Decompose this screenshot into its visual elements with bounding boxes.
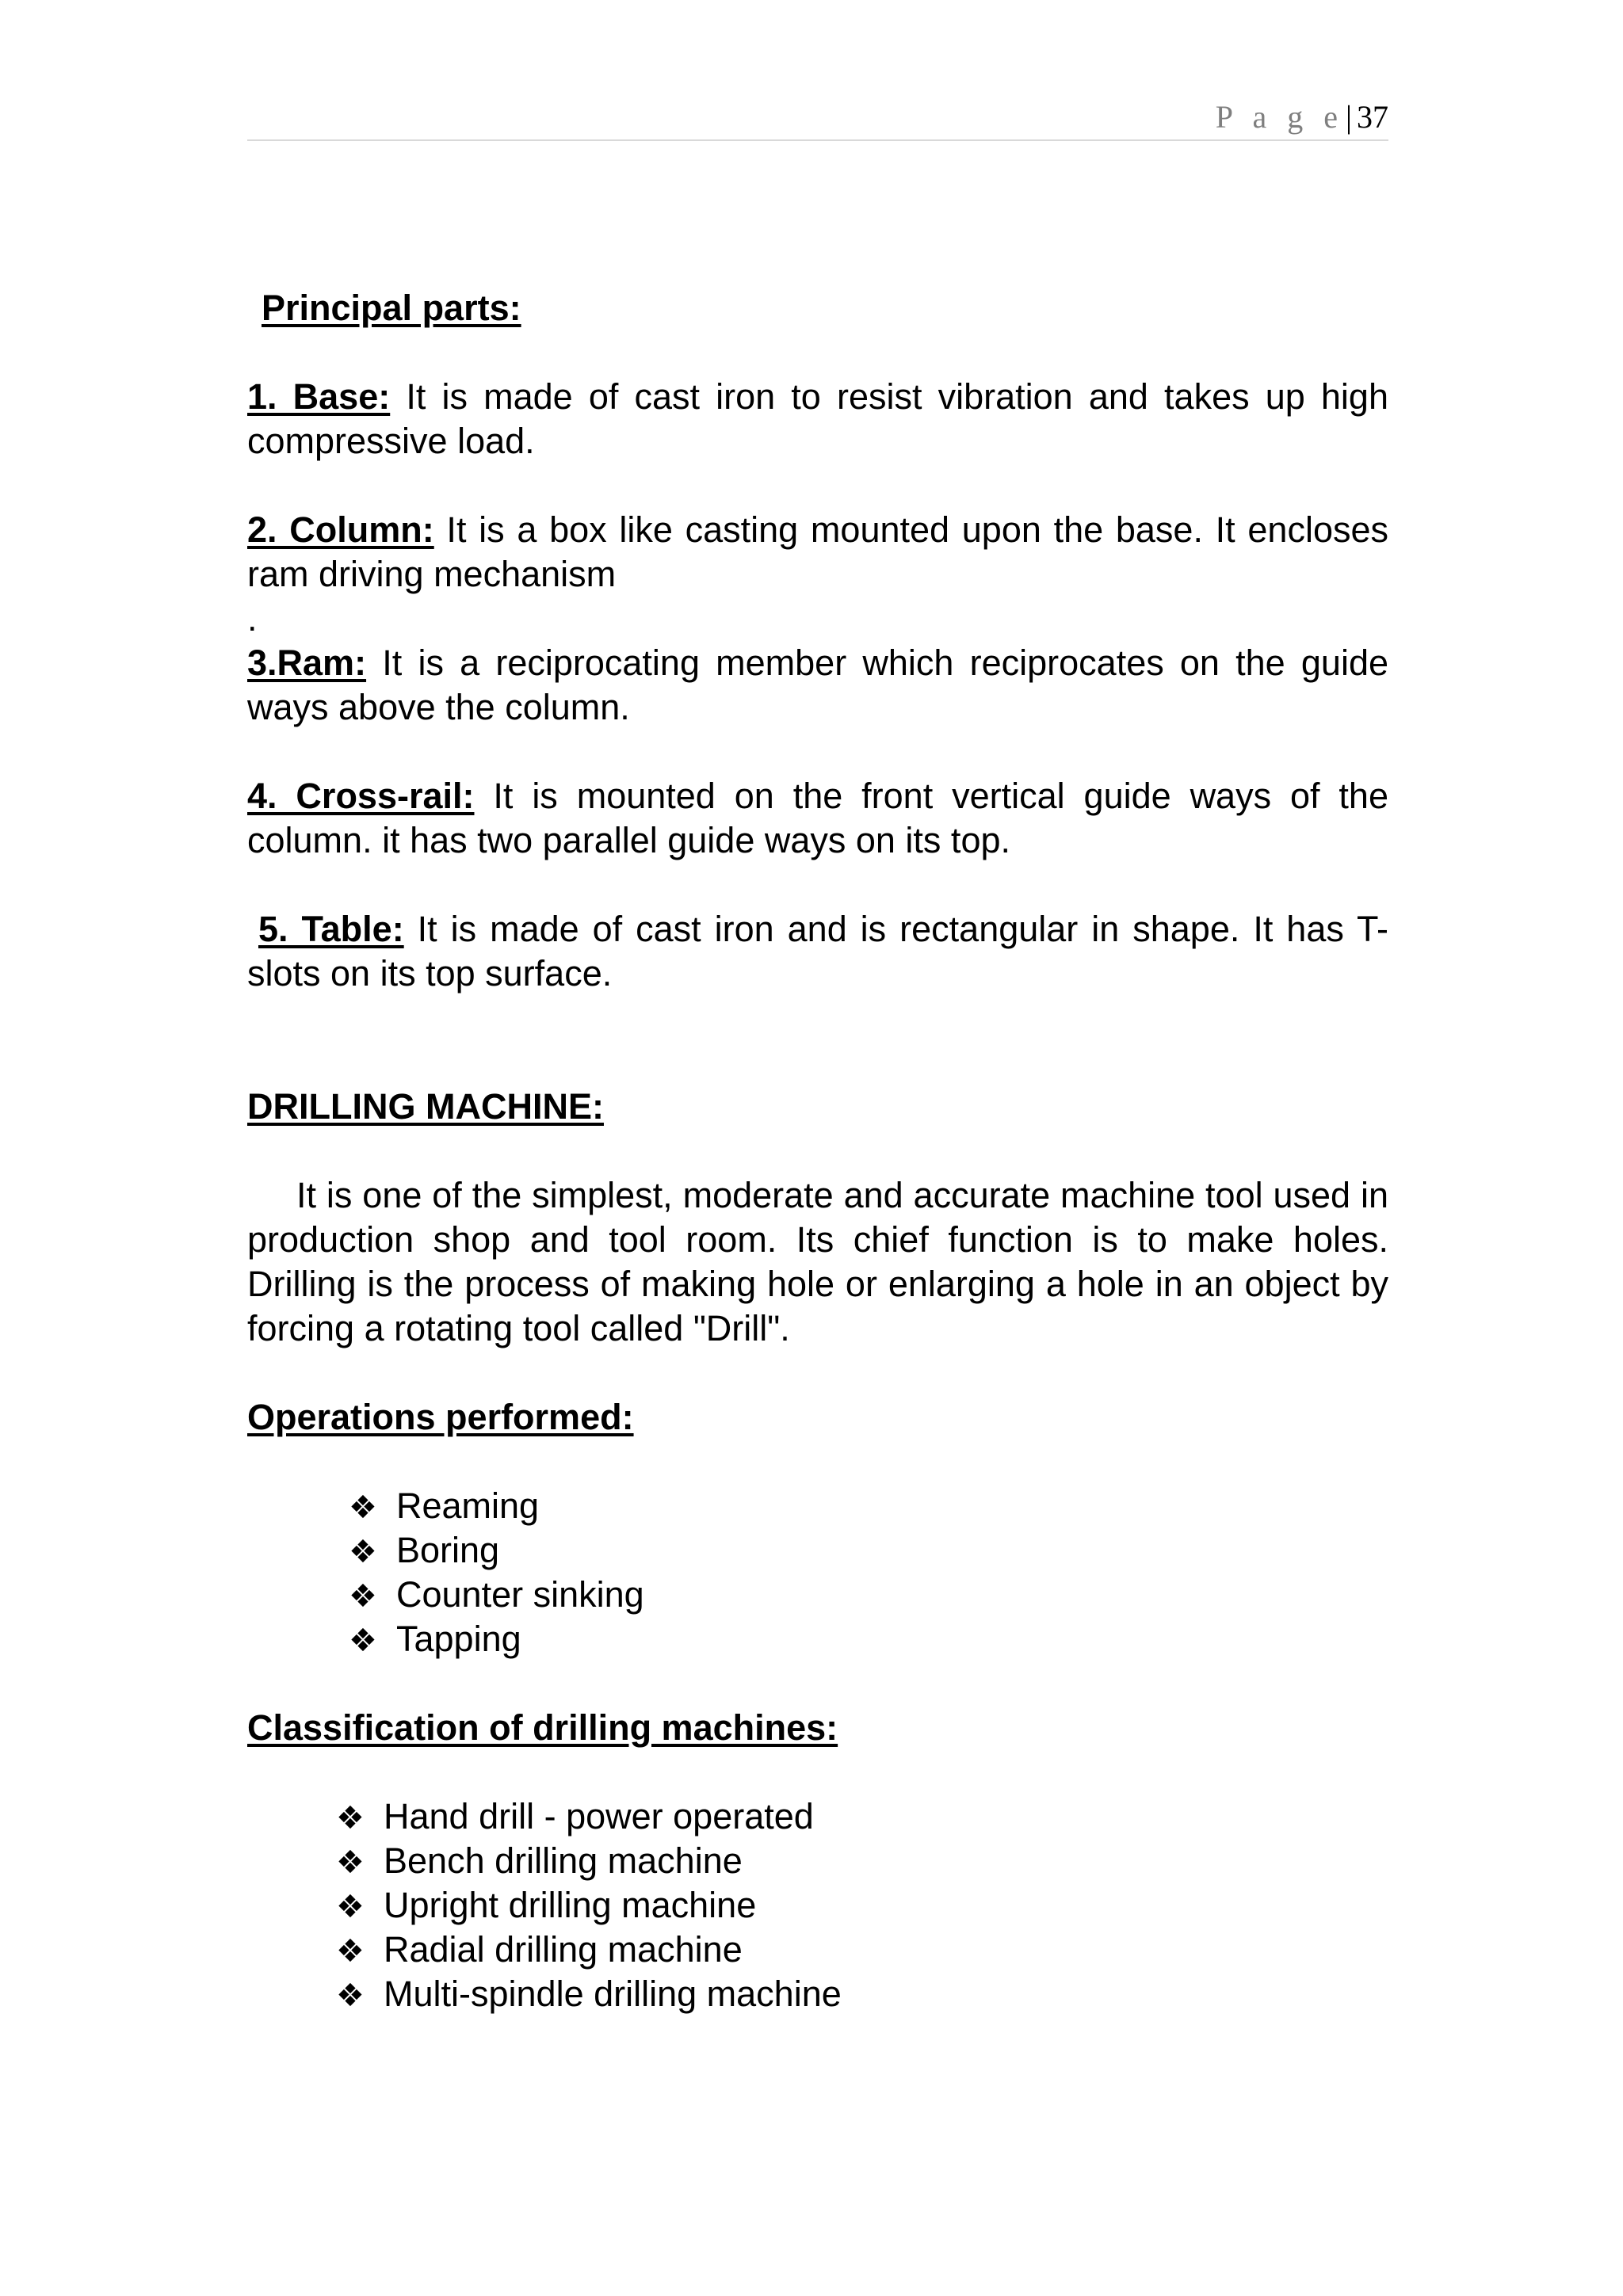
list-item (336, 1839, 842, 1883)
list-item-text: Hand drill - power operated (384, 1796, 814, 1836)
drilling-machine-heading: DRILLING MACHINE: (247, 1086, 604, 1127)
part-cross-rail (247, 774, 1388, 863)
list-item (349, 1617, 644, 1661)
part-table (247, 907, 1388, 996)
list-item-text: Radial drilling machine (384, 1929, 743, 1970)
operations-heading: Operations performed: (247, 1397, 634, 1437)
list-item-text: Multi-spindle drilling machine (384, 1974, 842, 2014)
list-item (336, 1972, 842, 2016)
diamond-bullet-icon: ❖ (349, 1534, 377, 1570)
page-number: 37 (1357, 99, 1388, 135)
list-item (349, 1528, 644, 1573)
list-item-text: Tapping (396, 1619, 521, 1659)
diamond-bullet-icon: ❖ (336, 1800, 365, 1836)
part-cross-rail-label: 4. Cross-rail: (247, 776, 475, 816)
part-column (247, 508, 1388, 597)
diamond-bullet-icon: ❖ (349, 1623, 377, 1659)
list-item-text: Bench drilling machine (384, 1840, 743, 1881)
list-item (336, 1928, 842, 1972)
part-base-label: 1. Base: (247, 376, 391, 417)
diamond-bullet-icon: ❖ (336, 1844, 365, 1881)
list-item (349, 1484, 644, 1528)
diamond-bullet-icon: ❖ (336, 1933, 365, 1970)
classification-heading: Classification of drilling machines: (247, 1707, 838, 1748)
page-number-label (1216, 100, 1388, 135)
list-item-text: Counter sinking (396, 1574, 644, 1615)
part-column-label: 2. Column: (247, 509, 434, 550)
part-column-text: It is a box like casting mounted upon the base. It encloses ram driving mechanism (247, 509, 1388, 594)
list-item (336, 1794, 842, 1839)
page-header (247, 97, 1388, 141)
list-item-text: Upright drilling machine (384, 1885, 757, 1925)
principal-parts-heading: Principal parts: (262, 288, 521, 328)
part-ram (247, 641, 1388, 730)
part-cross-rail-text: It is mounted on the front vertical guide ways of the column. it has two parallel guide ways on its top. (247, 776, 1388, 860)
list-item (336, 1883, 842, 1928)
list-item (349, 1573, 644, 1617)
operations-list (349, 1484, 644, 1661)
part-table-text: It is made of cast iron and is rectangular in shape. It has T- slots on its top surface. (247, 909, 1388, 994)
page-word: P a g e (1215, 99, 1344, 135)
diamond-bullet-icon: ❖ (336, 1978, 365, 2014)
part-base (247, 375, 1388, 463)
part-base-text: It is made of cast iron to resist vibration and takes up high compressive load. (247, 376, 1388, 461)
classification-list (336, 1794, 842, 2016)
list-item-text: Reaming (396, 1486, 540, 1526)
diamond-bullet-icon: ❖ (336, 1889, 365, 1925)
list-item-text: Boring (396, 1530, 500, 1570)
diamond-bullet-icon: ❖ (349, 1578, 377, 1615)
part-ram-text: It is a reciprocating member which reciprocates on the guide ways above the column. (247, 643, 1388, 727)
stray-period: . (247, 598, 258, 639)
page-separator: | (1345, 99, 1352, 135)
part-ram-label: 3.Ram: (247, 643, 367, 683)
diamond-bullet-icon: ❖ (349, 1489, 377, 1526)
drilling-machine-paragraph: It is one of the simplest, moderate and accurate machine tool used in production shop and tool room. Its chief function is to make holes. Drilling is the process of making hole or enlarging a hole in an object by forcing a rotating tool called "Drill". (247, 1175, 1388, 1348)
part-table-label: 5. Table: (258, 909, 404, 949)
